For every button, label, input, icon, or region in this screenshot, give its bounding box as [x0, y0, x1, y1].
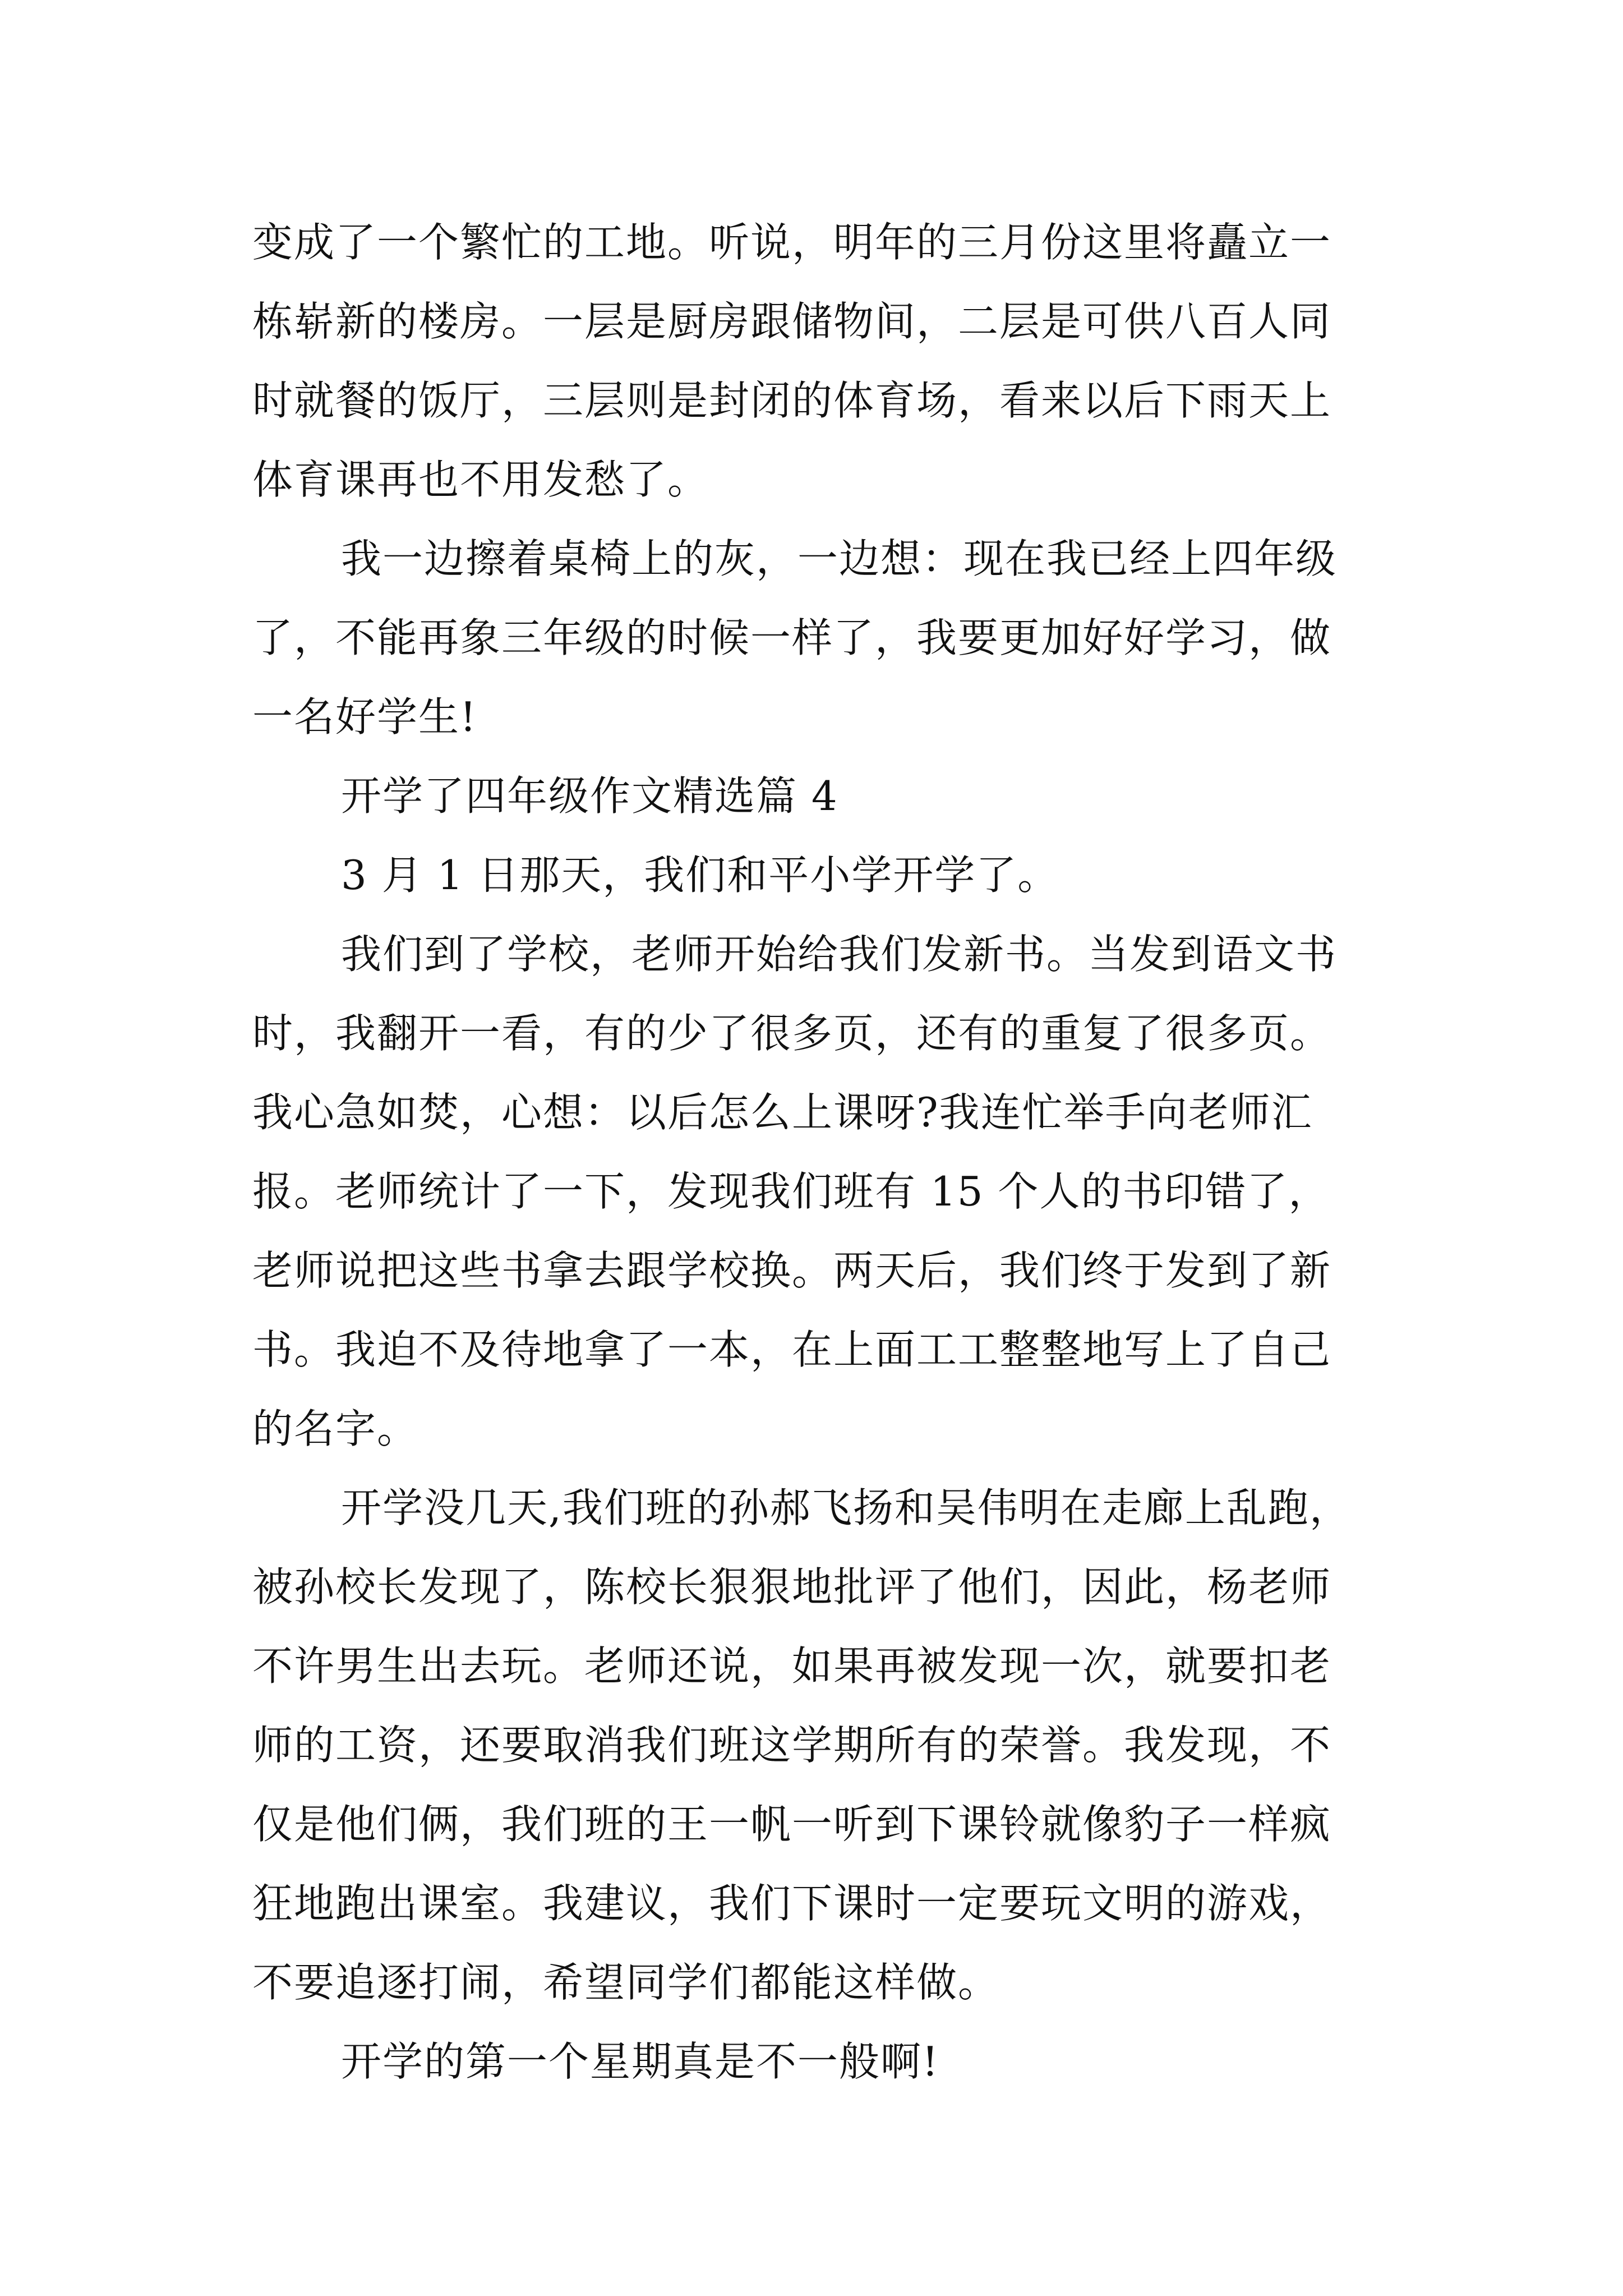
paragraph-first-line: 开学的第一个星期真是不一般啊!	[341, 2038, 939, 2085]
text-line: 时，我翻开一看，有的少了很多页，还有的重复了很多页。	[252, 1010, 1332, 1057]
text-line: 书。我迫不及待地拿了一本，在上面工工整整地写上了自己	[252, 1326, 1332, 1373]
document-body	[252, 203, 1396, 2101]
text-line: 体育课再也不用发愁了。	[252, 456, 709, 503]
text-line: 狂地跑出课室。我建议，我们下课时一定要玩文明的游戏，	[252, 1880, 1332, 1927]
text-line: 一名好学生!	[252, 693, 477, 740]
section-heading: 开学了四年级作文精选篇 4	[341, 772, 838, 820]
text-line: 栋崭新的楼房。一层是厨房跟储物间，二层是可供八百人同	[252, 298, 1332, 345]
paragraph-first-line: 3 月 1 日那天，我们和平小学开学了。	[341, 852, 1059, 899]
paragraph-first-line: 开学没几天,我们班的孙郝飞扬和吴伟明在走廊上乱跑，	[341, 1484, 1351, 1531]
text-line: 变成了一个繁忙的工地。听说，明年的三月份这里将矗立一	[252, 219, 1332, 266]
text-line: 报。老师统计了一下，发现我们班有 15 个人的书印错了，	[252, 1168, 1330, 1215]
text-line: 被孙校长发现了，陈校长狠狠地批评了他们，因此，杨老师	[252, 1563, 1332, 1611]
paragraph-first-line: 我们到了学校，老师开始给我们发新书。当发到语文书	[341, 931, 1338, 978]
text-line: 师的工资，还要取消我们班这学期所有的荣誉。我发现，不	[252, 1722, 1332, 1769]
text-line: 老师说把这些书拿去跟学校换。两天后，我们终于发到了新	[252, 1247, 1332, 1294]
text-line: 我心急如焚，心想：以后怎么上课呀?我连忙举手向老师汇	[252, 1089, 1313, 1136]
text-line: 时就餐的饭厅，三层则是封闭的体育场，看来以后下雨天上	[252, 377, 1332, 424]
text-line: 了，不能再象三年级的时候一样了，我要更加好好学习，做	[252, 614, 1332, 661]
text-line: 仅是他们俩，我们班的王一帆一听到下课铃就像豹子一样疯	[252, 1801, 1332, 1848]
text-line: 不许男生出去玩。老师还说，如果再被发现一次，就要扣老	[252, 1642, 1332, 1690]
text-line: 的名字。	[252, 1405, 419, 1452]
text-line: 不要追逐打闹，希望同学们都能这样做。	[252, 1959, 1000, 2006]
paragraph-first-line: 我一边擦着桌椅上的灰，一边想：现在我已经上四年级	[341, 535, 1338, 582]
